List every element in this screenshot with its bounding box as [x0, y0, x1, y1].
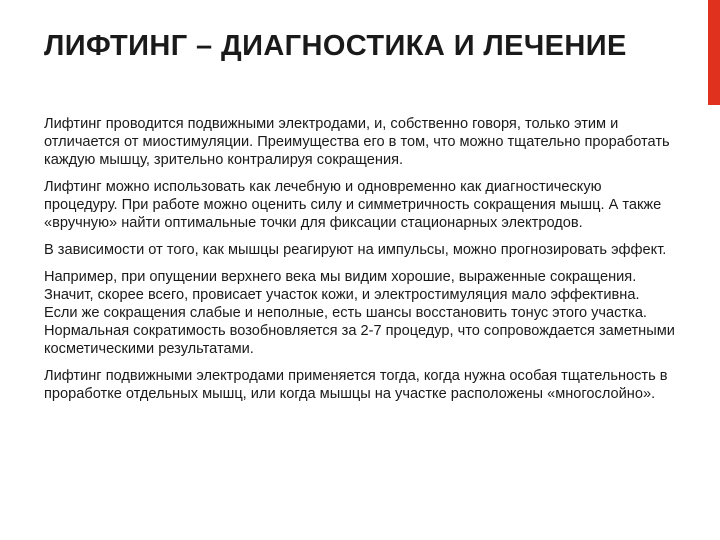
slide-body — [44, 115, 676, 412]
accent-bar — [708, 0, 720, 105]
body-paragraph-4: Например, при опущении верхнего века мы видим хорошие, выраженные сокращения. Значит, скорее всего, провисает участок кожи, и электростимуляция мало эффективна. Если же сокращения слабые и неполные, есть шансы восстановить тонус этого участка. Нормальная сократимость возобновляется за 2-7 процедур, что сопровождается заметными косметическими результатами. — [44, 269, 675, 357]
body-paragraph-5: Лифтинг подвижными электродами применяется тогда, когда нужна особая тщательность в проработке отдельных мышц, или когда мышцы на участке расположены «многослойно». — [44, 368, 668, 402]
body-paragraph-2: Лифтинг можно использовать как лечебную и одновременно как диагностическую процедуру. При работе можно оценить силу и симметричность сокращения мышц. А также «вручную» найти оптимальные точки для фиксации стационарных электродов. — [44, 179, 662, 231]
body-paragraph-3: В зависимости от того, как мышцы реагируют на импульсы, можно прогнозировать эффект. — [44, 242, 667, 258]
body-paragraph-1: Лифтинг проводится подвижными электродами, и, собственно говоря, только этим и отличается от миостимуляции. Преимущества его в том, что можно тщательно проработать каждую мышцу, зрительно контралируя сокращения. — [44, 116, 670, 168]
slide-title: ЛИФТИНГ – ДИАГНОСТИКА И ЛЕЧЕНИЕ — [44, 30, 627, 62]
